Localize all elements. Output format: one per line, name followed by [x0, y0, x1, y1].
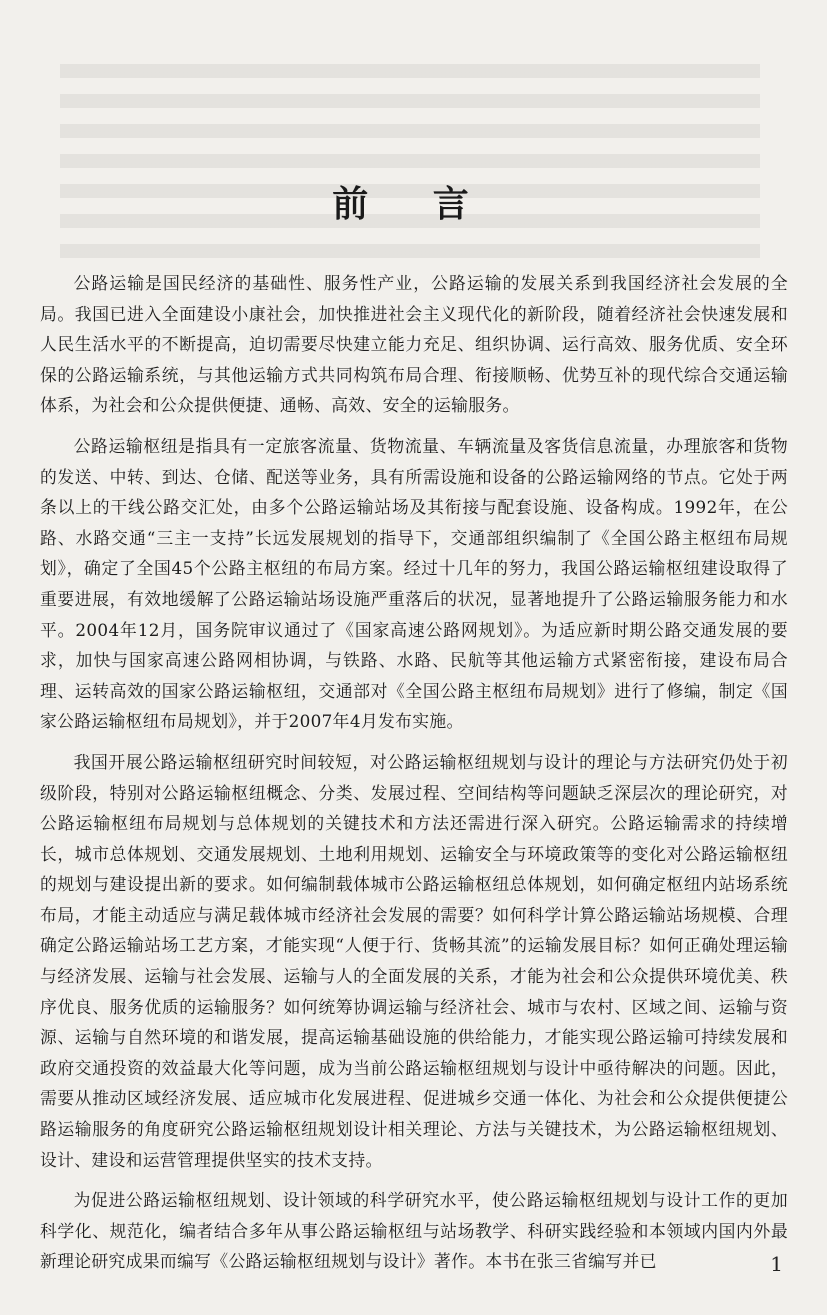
page-title: 前 言 — [332, 183, 495, 225]
paragraph: 公路运输是国民经济的基础性、服务性产业，公路运输的发展关系到我国经济社会发展的全局。我国已进入全面建设小康社会，加快推进社会主义现代化的新阶段，随着经济社会快速发展和人民生活水平的不断提高，迫切需要尽快建立能力充足、组织协调、运行高效、服务优质、安全环保的公路运输系统，与其他运输方式共同构筑布局合理、衔接顺畅、优势互补的现代综合交通运输体系，为社会和公众提供便捷、通畅、高效、安全的运输服务。 — [40, 273, 788, 416]
paragraph: 我国开展公路运输枢纽研究时间较短，对公路运输枢纽规划与设计的理论与方法研究仍处于初级阶段，特别对公路运输枢纽概念、分类、发展过程、空间结构等问题缺乏深层次的理论研究，对公路运输枢纽布局规划与总体规划的关键技术和方法还需进行深入研究。公路运输需求的持续增长，城市总体规划、交通发展规划、土地利用规划、运输安全与环境政策等的变化对公路运输枢纽的规划与建设提出新的要求。如何编制载体城市公路运输枢纽总体规划，如何确定枢纽内站场系统布局，才能主动适应与满足载体城市经济社会发展的需要？如何科学计算公路运输站场规模、合理确定公路运输站场工艺方案，才能实现“人便于行、货畅其流”的运输发展目标？如何正确处理运输与经济发展、运输与社会发展、运输与人的全面发展的关系，才能为社会和公众提供环境优美、秩序优良、服务优质的运输服务？如何统筹协调运输与经济社会、城市与农村、区域之间、运输与资源、运输与自然环境的和谐发展，提高运输基础设施的供给能力，才能实现公路运输可持续发展和政府交通投资的效益最大化等问题，成为当前公路运输枢纽规划与设计中亟待解决的问题。因此，需要从推动区域经济发展、适应城市化发展进程、促进城乡交通一体化、为社会和公众提供便捷公路运输服务的角度研究公路运输枢纽规划设计相关理论、方法与关键技术，为公路运输枢纽规划、设计、建设和运营管理提供坚实的技术支持。 — [40, 751, 788, 1170]
page-number: 1 — [770, 1252, 783, 1276]
paragraph: 为促进公路运输枢纽规划、设计领域的科学研究水平，使公路运输枢纽规划与设计工作的更加科学化、规范化，编者结合多年从事公路运输枢纽与站场教学、科研实践经验和本领域内国内外最新理论研究成果而编写《公路运输枢纽规划与设计》著作。本书在张三省编写并已 — [40, 1190, 788, 1272]
preface-body — [40, 268, 788, 1287]
paragraph: 公路运输枢纽是指具有一定旅客流量、货物流量、车辆流量及客货信息流量，办理旅客和货物的发送、中转、到达、仓储、配送等业务，具有所需设施和设备的公路运输网络的节点。它处于两条以上的干线公路交汇处，由多个公路运输站场及其衔接与配套设施、设备构成。1992年，在公路、水路交通“三主一支持”长远发展规划的指导下，交通部组织编制了《全国公路主枢纽布局规划》，确定了全国45个公路主枢纽的布局方案。经过十几年的努力，我国公路运输枢纽建设取得了重要进展，有效地缓解了公路运输站场设施严重落后的状况，显著地提升了公路运输服务能力和水平。2004年12月，国务院审议通过了《国家高速公路网规划》。为适应新时期公路交通发展的要求，加快与国家高速公路网相协调，与铁路、水路、民航等其他运输方式紧密衔接，建设布局合理、运转高效的国家公路运输枢纽，交通部对《全国公路主枢纽布局规划》进行了修编，制定《国家公路运输枢纽布局规划》，并于2007年4月发布实施。 — [40, 435, 788, 732]
show-through-text — [60, 64, 760, 264]
